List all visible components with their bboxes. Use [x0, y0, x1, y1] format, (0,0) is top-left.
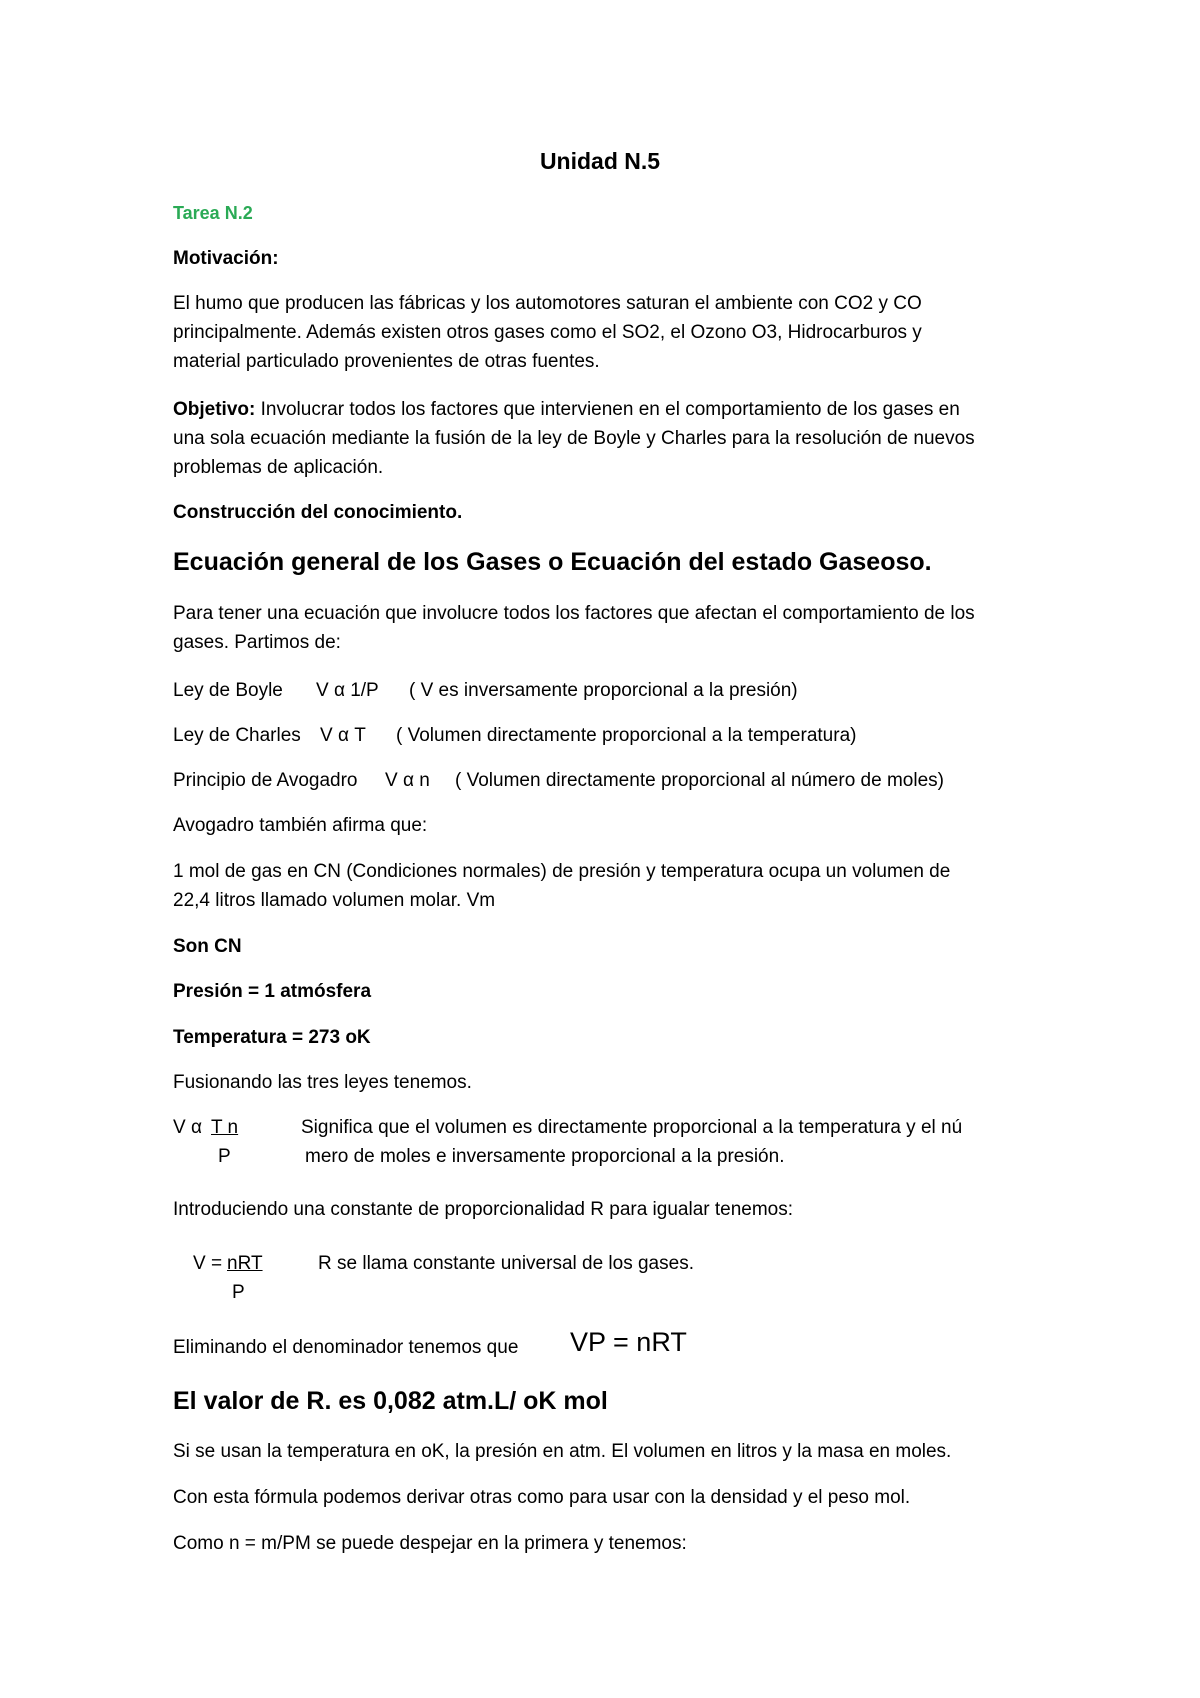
fusion-text: Fusionando las tres leyes tenemos. [173, 1072, 472, 1093]
law-avogadro-name: Principio de Avogadro [173, 770, 358, 791]
units-text: Si se usan la temperatura en oK, la presión en atm. El volumen en litros y la masa en moles. [173, 1441, 952, 1462]
motivation-line: El humo que producen las fábricas y los automotores saturan el ambiente con CO2 y CO [173, 293, 922, 314]
proportional-numerator: T n [211, 1117, 239, 1138]
proportional-explanation: mero de moles e inversamente proporcional a la presión. [305, 1146, 785, 1167]
law-charles-note: ( Volumen directamente proporcional a la temperatura) [396, 725, 857, 746]
cn-temperature: Temperatura = 273 oK [173, 1027, 371, 1048]
motivation-heading: Motivación: [173, 248, 279, 269]
cn-heading: Son CN [173, 936, 242, 957]
eliminate-text: Eliminando el denominador tenemos que [173, 1337, 519, 1358]
section-heading: Ecuación general de los Gases o Ecuación del estado Gaseoso. [173, 548, 932, 576]
law-boyle-name: Ley de Boyle [173, 680, 283, 701]
objective-line: una sola ecuación mediante la fusión de la ley de Boyle y Charles para la resolución de nuevos [173, 428, 975, 449]
law-boyle-note: ( V es inversamente proporcional a la presión) [409, 680, 798, 701]
proportional-explanation: Significa que el volumen es directamente proporcional a la temperatura y el nú [301, 1117, 963, 1138]
intro-line: gases. Partimos de: [173, 632, 341, 653]
equation-numerator: nRT [227, 1253, 263, 1274]
objective-line [173, 399, 960, 421]
cn-pressure: Presión = 1 atmósfera [173, 981, 372, 1002]
motivation-line: principalmente. Además existen otros gases como el SO2, el Ozono O3, Hidrocarburos y [173, 322, 922, 343]
r-value-heading: El valor de R. es 0,082 atm.L/ oK mol [173, 1387, 608, 1415]
law-charles-relation: V α T [320, 725, 366, 746]
objective-label: Objetivo: [173, 399, 256, 420]
task-label: Tarea N.2 [173, 203, 253, 223]
equation-denominator: P [232, 1282, 245, 1303]
law-boyle-relation: V α 1/P [316, 680, 379, 701]
intro-line: Para tener una ecuación que involucre todos los factores que afectan el comportamiento de los [173, 603, 975, 624]
derive-text: Con esta fórmula podemos derivar otras como para usar con la densidad y el peso mol. [173, 1487, 911, 1508]
constant-intro: Introduciendo una constante de proporcionalidad R para igualar tenemos: [173, 1199, 794, 1220]
law-avogadro-relation: V α n [385, 770, 430, 791]
construction-heading: Construcción del conocimiento. [173, 502, 463, 523]
page-title: Unidad N.5 [539, 148, 661, 174]
ideal-gas-equation: VP = nRT [570, 1327, 687, 1357]
molar-text: Como n = m/PM se puede despejar en la primera y tenemos: [173, 1533, 687, 1554]
cn-line: 22,4 litros llamado volumen molar. Vm [173, 890, 496, 911]
avogadro-intro: Avogadro también afirma que: [173, 815, 428, 836]
motivation-line: material particulado provenientes de otras fuentes. [173, 351, 600, 372]
proportional-denominator: P [218, 1146, 231, 1167]
proportional-lhs: V α [173, 1117, 202, 1138]
cn-line: 1 mol de gas en CN (Condiciones normales) de presión y temperatura ocupa un volumen de [173, 861, 951, 882]
equation-lhs: V = [193, 1253, 223, 1274]
objective-line: problemas de aplicación. [173, 457, 384, 478]
objective-text: Involucrar todos los factores que intervienen en el comportamiento de los gases en [255, 399, 960, 420]
law-avogadro-note: ( Volumen directamente proporcional al número de moles) [455, 770, 944, 791]
equation-note: R se llama constante universal de los gases. [318, 1253, 694, 1274]
law-charles-name: Ley de Charles [173, 725, 301, 746]
